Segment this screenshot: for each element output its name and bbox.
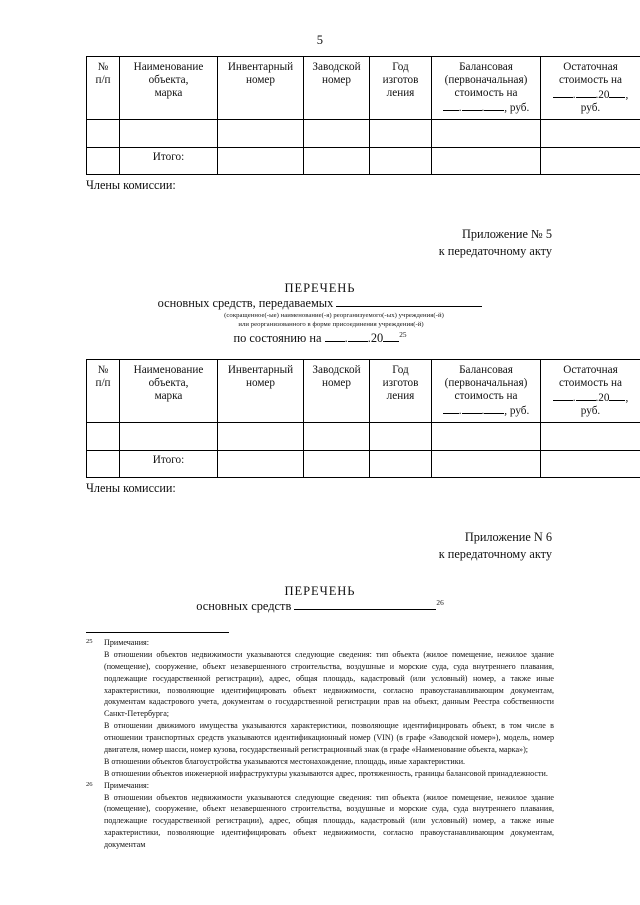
cell-total-remainder[interactable] [541, 451, 640, 478]
remainder-year-blank [609, 390, 625, 401]
footnote-25-para-1: В отношении объектов недвижимости указываются следующие сведения: тип объекта (жилое помещение, нежилое здание (помещение), сооружение, объект незавершенного строительства, воздушные и морские суда, суда внутреннего плавания, подлежащие государственной регистрации), адрес, общая площадь, кадастровый (или условный) номер, а также иные характеристики, позволяющие идентифицировать объект недвижимости, согласно правоустанавливающим документам, документам кадастрового учета, документам о государственной регистрации прав на объект, данным Реестра собственности Санкт-Петербурга; [104, 649, 554, 719]
cell-inventory-number[interactable] [218, 423, 304, 451]
footnote-25-body [104, 637, 554, 780]
th-factory-line2: номер [321, 74, 351, 87]
balance-month-blank [462, 403, 482, 414]
table-header-row [87, 57, 640, 120]
cell-remainder-cost[interactable] [541, 423, 640, 451]
th-balance-line2: (первоначальная) [444, 74, 528, 87]
th-remainder-year-literal: .20 [595, 89, 610, 102]
th-number [87, 57, 120, 120]
th-year-line3: ления [386, 390, 415, 403]
th-inventory-line2: номер [245, 74, 275, 87]
th-remainder-comma: , [625, 392, 629, 405]
cell-total-number [87, 451, 120, 478]
state-month-blank[interactable] [348, 331, 368, 342]
table-row [87, 423, 640, 451]
th-inventory-line1: Инвентарный [227, 364, 294, 377]
th-remainder-line1: Остаточная [563, 364, 618, 377]
spacer [86, 346, 554, 359]
appendix-6-subtitle: основных средств [196, 598, 292, 613]
th-remainder-comma: , [625, 89, 629, 102]
th-remainder-cost: Остаточная стоимость на . .20 , руб. [541, 57, 640, 120]
remainder-day-blank [553, 87, 573, 98]
th-object-name-line1: Наименование [133, 61, 204, 73]
th-year-line3: ления [386, 87, 415, 100]
th-remainder-line2: стоимость на [559, 74, 622, 87]
th-year-line2: изготов [382, 377, 419, 390]
appendix-5-number: Приложение № 5 [461, 227, 552, 242]
cell-inventory-number[interactable] [218, 120, 304, 148]
state-day-blank[interactable] [325, 331, 345, 342]
appendix-6-title: ПЕРЕЧЕНЬ [284, 583, 356, 598]
th-factory-line2: номер [321, 377, 351, 390]
cell-balance-cost[interactable] [432, 423, 541, 451]
cell-total-inventory[interactable] [218, 148, 304, 175]
spacer [86, 194, 554, 226]
appendix-5-hint-2: или реорганизованного в форме присоединения учреждения(-й) [238, 320, 424, 328]
balance-month-blank [462, 100, 482, 111]
cell-factory-number[interactable] [304, 423, 370, 451]
cell-total-remainder[interactable] [541, 148, 640, 175]
footnote-26-marker: 26 [86, 780, 93, 788]
state-year-blank[interactable] [383, 331, 399, 342]
th-year-line2: изготов [382, 74, 419, 87]
cell-total-number [87, 148, 120, 175]
footnote-25-para-4: В отношении объектов инженерной инфраструктуры указываются адрес, протяженность, границы балансовой принадлежности. [104, 768, 548, 778]
appendix-6-subtitle-row [86, 599, 554, 614]
th-inventory-number [218, 57, 304, 120]
cell-number[interactable] [87, 120, 120, 148]
cell-total-label: Итого: [120, 148, 218, 175]
page-number: 5 [316, 33, 324, 47]
appendix-5-state-line: по состоянию на . .20 $^{25}$ [233, 329, 407, 346]
table-total-row [87, 148, 640, 175]
th-balance-cost: Балансовая (первоначальная) стоимость на . . , руб. [432, 57, 541, 120]
th-factory-number [304, 360, 370, 423]
remainder-year-blank [609, 87, 625, 98]
th-balance-unit: , руб. [504, 405, 530, 418]
th-object-name-line3: марка [154, 390, 183, 403]
appendix-5-title: ПЕРЕЧЕНЬ [284, 280, 356, 295]
th-remainder-cost: Остаточная стоимость на . .20 , руб. [541, 360, 640, 423]
appendix-5-header [86, 226, 554, 259]
th-number-line1: № [97, 61, 109, 73]
cell-factory-number[interactable] [304, 120, 370, 148]
cell-total-year[interactable] [370, 148, 432, 175]
th-balance-unit: , руб. [504, 102, 530, 115]
th-number-line2: п/п [95, 377, 111, 390]
th-balance-line1: Балансовая [459, 364, 513, 377]
cell-year[interactable] [370, 423, 432, 451]
th-year [370, 57, 432, 120]
cell-total-balance[interactable] [432, 148, 541, 175]
th-inventory-line1: Инвентарный [227, 61, 294, 73]
appendix-5-subtitle-row [86, 296, 554, 311]
th-object-name-line2: объекта, [148, 74, 189, 87]
th-object-name-line2: объекта, [148, 377, 189, 390]
th-inventory-number [218, 360, 304, 423]
cell-total-balance[interactable] [432, 451, 541, 478]
appendix-5-footnote-ref: 25 [399, 329, 407, 339]
footnote-25-para-2: В отношении движимого имущества указываются характеристики, позволяющие идентифицировать объект, в том числе в отношении транспортных средств указываются идентификационный номер (VIN) (в графе «Заводской номер»), модель, номер двигателя, номер шасси, номер кузова, государственный регистрационный знак (в графе «Наименование объекта, марка»); [104, 721, 554, 754]
th-year-line1: Год [392, 61, 409, 73]
page-content [86, 0, 629, 851]
th-factory-line1: Заводской [312, 364, 361, 377]
spacer [86, 259, 554, 281]
table-header-row [87, 360, 640, 423]
th-object-name-line1: Наименование [133, 364, 204, 377]
cell-remainder-cost[interactable] [541, 120, 640, 148]
th-remainder-line1: Остаточная [563, 61, 618, 73]
th-object-name [120, 360, 218, 423]
cell-year[interactable] [370, 120, 432, 148]
spacer [86, 614, 554, 632]
balance-day-blank [443, 100, 459, 111]
cell-object-name[interactable] [120, 120, 218, 148]
table-total-row [87, 451, 640, 478]
th-object-name [120, 57, 218, 120]
appendix-5-year-literal: .20 [367, 331, 384, 346]
appendix-6-number: Приложение N 6 [464, 530, 552, 545]
footnote-26-para-1: В отношении объектов недвижимости указываются следующие сведения: тип объекта (жилое помещение, нежилое здание (помещение), сооружение, объект незавершенного строительства, воздушные и морские суда, суда внутреннего плавания, подлежащие государственной регистрации), адрес, общая площадь, кадастровый (или условный) номер, а также иные характеристики, позволяющие идентифицировать объект недвижимости, согласно правоустанавливающим документам, документам [104, 792, 554, 850]
cell-total-factory[interactable] [304, 148, 370, 175]
spacer [86, 562, 554, 584]
th-number [87, 360, 120, 423]
th-remainder-line2: стоимость на [559, 377, 622, 390]
footnote-25-heading: Примечания: [104, 637, 150, 647]
balance-day-blank [443, 403, 459, 414]
assets-table-2 [86, 359, 640, 478]
footnote-26 [86, 780, 554, 851]
footnote-25-marker: 25 [86, 637, 93, 645]
balance-year-blank [484, 100, 504, 111]
remainder-month-blank [576, 87, 596, 98]
th-number-line1: № [97, 364, 109, 377]
appendix-5-state-prefix: по состоянию на [233, 331, 322, 346]
footnote-26-body [104, 780, 554, 851]
cell-total-label: Итого: [120, 451, 218, 478]
th-remainder-year-literal: .20 [595, 392, 610, 405]
th-year [370, 360, 432, 423]
th-balance-line1: Балансовая [459, 61, 513, 73]
th-object-name-line3: марка [154, 87, 183, 100]
th-remainder-unit: руб. [580, 405, 601, 418]
cell-balance-cost[interactable] [432, 120, 541, 148]
th-remainder-unit: руб. [580, 102, 601, 115]
cell-object-name[interactable] [120, 423, 218, 451]
cell-total-inventory[interactable] [218, 451, 304, 478]
appendix-6-footnote-ref: 26 [436, 597, 444, 607]
th-balance-cost: Балансовая (первоначальная) стоимость на . . , руб. [432, 360, 541, 423]
footnote-separator [86, 632, 229, 633]
commission-label-1: Члены комиссии: [86, 178, 176, 193]
footnotes-area [86, 637, 554, 851]
cell-total-factory[interactable] [304, 451, 370, 478]
th-factory-line1: Заводской [312, 61, 361, 73]
appendix-6-header [86, 529, 554, 562]
table-row [87, 120, 640, 148]
footnote-25 [86, 637, 554, 780]
remainder-month-blank [576, 390, 596, 401]
footnote-25-para-3: В отношении объектов благоустройства указываются местонахождение, площадь, иные характеристики. [104, 756, 466, 766]
remainder-day-blank [553, 390, 573, 401]
footnote-26-heading: Примечания: [104, 780, 150, 790]
appendix-6-name-blank[interactable] [294, 599, 436, 610]
th-balance-line3: стоимость на [454, 87, 518, 100]
th-number-line2: п/п [95, 74, 111, 87]
appendix-5-act: к передаточному акту [438, 243, 552, 258]
th-balance-line3: стоимость на [454, 390, 518, 403]
commission-label-2: Члены комиссии: [86, 481, 176, 496]
spacer [86, 497, 554, 529]
appendix-5-name-blank[interactable] [336, 296, 482, 307]
balance-year-blank [484, 403, 504, 414]
cell-number[interactable] [87, 423, 120, 451]
appendix-6-act: к передаточному акту [438, 546, 552, 561]
th-year-line1: Год [392, 364, 409, 377]
th-factory-number [304, 57, 370, 120]
appendix-5-subtitle: основных средств, передаваемых [157, 295, 334, 310]
th-inventory-line2: номер [245, 377, 275, 390]
appendix-5-hint-1: (сокращенное(-ые) наименование(-я) реорганизуемого(-ых) учреждения(-й) [224, 311, 444, 319]
th-balance-line2: (первоначальная) [444, 377, 528, 390]
cell-total-year[interactable] [370, 451, 432, 478]
assets-table-1 [86, 56, 640, 175]
